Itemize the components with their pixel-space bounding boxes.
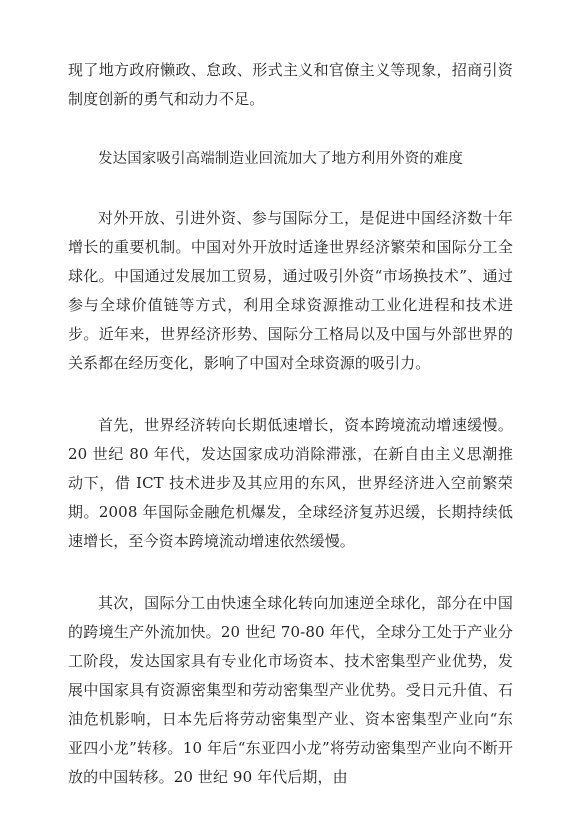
section-heading: 发达国家吸引高端制造业回流加大了地方利用外资的难度 (98, 151, 463, 167)
continued-paragraph: 现了地方政府懒政、怠政、形式主义和官僚主义等现象，招商引资制度创新的勇气和动力不足。 (68, 61, 513, 108)
paragraph-first-point: 首先，世界经济转向长期低速增长，资本跨境流动增速缓慢。20 世纪 80 年代，发达国家成功消除滞涨，在新自由主义思潮推动下，借 ICT 技术进步及其应用的东风，世界经济进入空前繁荣期。2008 年国际金融危机爆发，全球经济复苏迟缓，长期持续低速增长，至今资本跨境流动增速依然缓慢。 (68, 416, 513, 550)
paragraph-second-point: 其次，国际分工由快速全球化转向加速逆全球化，部分在中国的跨境生产外流加快。20 世纪 70-80 年代，全球分工处于产业分工阶段，发达国家具有专业化市场资本、技术密集型产业优势，发展中国家具有资源密集型和劳动密集型产业优势。受日元升值、石油危机影响，日本先后将劳动密集型产业、资本密集型产业向“东亚四小龙”转移。10 年后“东亚四小龙”将劳动密集型产业向不断开放的中国转移。20 世纪 90 年代后期，由 (68, 594, 513, 786)
document-page (68, 56, 513, 792)
paragraph-opening: 对外开放、引进外资、参与国际分工，是促进中国经济数十年增长的重要机制。中国对外开放时适逢世界经济繁荣和国际分工全球化。中国通过发展加工贸易，通过吸引外资“市场换技术”、通过参与全球价值链等方式，利用全球资源推动工业化进程和技术进步。近年来，世界经济形势、国际分工格局以及中国与外部世界的关系都在经历变化，影响了中国对全球资源的吸引力。 (68, 209, 513, 372)
